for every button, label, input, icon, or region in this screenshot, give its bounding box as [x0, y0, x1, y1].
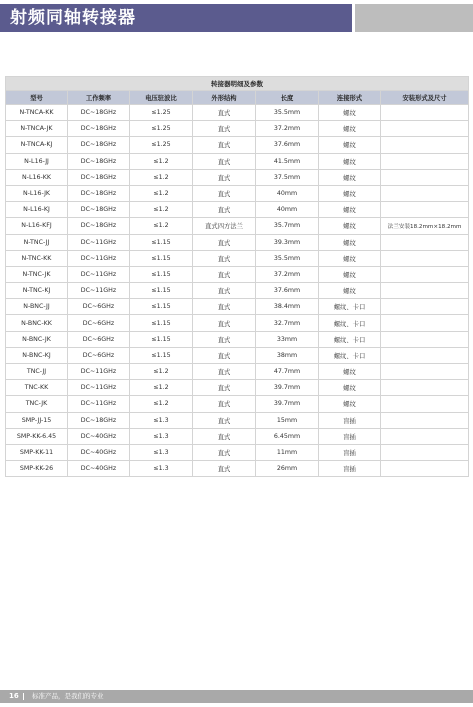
cell-length: 33mm: [256, 331, 319, 347]
cell-structure: 直式: [193, 234, 256, 250]
cell-connection: 螺纹: [319, 169, 381, 185]
cell-model: TNC-JJ: [6, 364, 68, 380]
table-row: [6, 347, 469, 363]
cell-mounting: [381, 444, 469, 460]
cell-mounting: [381, 331, 469, 347]
cell-mounting: [381, 250, 469, 266]
cell-model: N-BNC-JJ: [6, 299, 68, 315]
cell-mounting: [381, 185, 469, 201]
cell-structure: 直式: [193, 299, 256, 315]
cell-model: N-BNC-KK: [6, 315, 68, 331]
cell-model: SMP-KK-11: [6, 444, 68, 460]
footer-slogan: 标准产品，是我们的专业: [32, 692, 104, 700]
cell-model: N-TNC-JK: [6, 266, 68, 282]
header-bar: [0, 4, 352, 32]
cell-connection: 盲插: [319, 412, 381, 428]
cell-vswr: ≤1.2: [130, 153, 193, 169]
column-header-length: 长度: [256, 91, 319, 105]
cell-structure: 直式: [193, 315, 256, 331]
cell-length: 38.4mm: [256, 299, 319, 315]
cell-connection: 螺纹: [319, 250, 381, 266]
cell-frequency: DC~11GHz: [68, 234, 130, 250]
cell-frequency: DC~18GHz: [68, 169, 130, 185]
cell-frequency: DC~18GHz: [68, 218, 130, 234]
cell-length: 6.45mm: [256, 428, 319, 444]
cell-mounting: [381, 266, 469, 282]
cell-length: 41.5mm: [256, 153, 319, 169]
page-number: 16: [9, 692, 19, 700]
cell-model: N-L16-KK: [6, 169, 68, 185]
cell-frequency: DC~11GHz: [68, 250, 130, 266]
cell-structure: 直式: [193, 412, 256, 428]
cell-structure: 直式: [193, 444, 256, 460]
cell-connection: 盲插: [319, 444, 381, 460]
cell-vswr: ≤1.2: [130, 218, 193, 234]
cell-length: 40mm: [256, 202, 319, 218]
cell-vswr: ≤1.25: [130, 137, 193, 153]
cell-frequency: DC~18GHz: [68, 185, 130, 201]
cell-frequency: DC~40GHz: [68, 428, 130, 444]
cell-mounting: [381, 461, 469, 477]
table-row: [6, 299, 469, 315]
cell-structure: 直式: [193, 396, 256, 412]
table-row: [6, 153, 469, 169]
table-row: [6, 283, 469, 299]
cell-connection: 螺纹、卡口: [319, 315, 381, 331]
cell-connection: 螺纹: [319, 283, 381, 299]
cell-length: 39.7mm: [256, 380, 319, 396]
cell-vswr: ≤1.15: [130, 347, 193, 363]
table-row: [6, 185, 469, 201]
cell-vswr: ≤1.15: [130, 266, 193, 282]
cell-frequency: DC~18GHz: [68, 202, 130, 218]
table-row: [6, 137, 469, 153]
cell-length: 39.7mm: [256, 396, 319, 412]
table-row: [6, 218, 469, 234]
table-row: [6, 428, 469, 444]
cell-structure: 直式: [193, 283, 256, 299]
cell-frequency: DC~6GHz: [68, 347, 130, 363]
cell-structure: 直式: [193, 250, 256, 266]
cell-mounting: [381, 428, 469, 444]
cell-mounting: [381, 234, 469, 250]
cell-model: N-L16-KFJ: [6, 218, 68, 234]
cell-length: 37.5mm: [256, 169, 319, 185]
cell-structure: 直式: [193, 364, 256, 380]
cell-connection: 螺纹: [319, 396, 381, 412]
cell-vswr: ≤1.15: [130, 283, 193, 299]
table-row: [6, 234, 469, 250]
cell-length: 35.5mm: [256, 105, 319, 121]
table-row: [6, 461, 469, 477]
cell-vswr: ≤1.15: [130, 299, 193, 315]
cell-length: 37.2mm: [256, 266, 319, 282]
cell-connection: 螺纹: [319, 364, 381, 380]
cell-mounting: [381, 347, 469, 363]
cell-vswr: ≤1.3: [130, 461, 193, 477]
column-header-mounting: 安装形式及尺寸: [381, 91, 469, 105]
column-header-structure: 外形结构: [193, 91, 256, 105]
cell-length: 15mm: [256, 412, 319, 428]
cell-frequency: DC~11GHz: [68, 380, 130, 396]
cell-model: N-BNC-KJ: [6, 347, 68, 363]
cell-connection: 螺纹: [319, 380, 381, 396]
cell-mounting: [381, 380, 469, 396]
table-row: [6, 105, 469, 121]
table-body: [6, 105, 469, 477]
table-row: [6, 266, 469, 282]
table-row: [6, 121, 469, 137]
cell-length: 11mm: [256, 444, 319, 460]
cell-mounting: [381, 105, 469, 121]
cell-frequency: DC~18GHz: [68, 412, 130, 428]
cell-connection: 螺纹: [319, 234, 381, 250]
cell-structure: 直式: [193, 331, 256, 347]
cell-vswr: ≤1.15: [130, 315, 193, 331]
table-row: [6, 380, 469, 396]
cell-structure: 直式: [193, 153, 256, 169]
cell-connection: 螺纹: [319, 218, 381, 234]
cell-mounting: [381, 283, 469, 299]
cell-structure: 直式: [193, 137, 256, 153]
cell-vswr: ≤1.15: [130, 250, 193, 266]
cell-mounting: [381, 412, 469, 428]
cell-structure: 直式: [193, 202, 256, 218]
cell-model: TNC-KK: [6, 380, 68, 396]
cell-frequency: DC~18GHz: [68, 153, 130, 169]
table-row: [6, 364, 469, 380]
cell-model: TNC-JK: [6, 396, 68, 412]
cell-length: 40mm: [256, 185, 319, 201]
cell-model: SMP-KK-26: [6, 461, 68, 477]
cell-mounting: [381, 137, 469, 153]
cell-connection: 盲插: [319, 428, 381, 444]
cell-mounting: [381, 202, 469, 218]
cell-model: N-TNCA-KJ: [6, 137, 68, 153]
cell-mounting: [381, 153, 469, 169]
cell-model: N-TNCA-KK: [6, 105, 68, 121]
column-header-connection: 连接形式: [319, 91, 381, 105]
footer-bar: [0, 690, 473, 703]
cell-vswr: ≤1.2: [130, 185, 193, 201]
cell-structure: 直式: [193, 461, 256, 477]
cell-length: 47.7mm: [256, 364, 319, 380]
cell-vswr: ≤1.2: [130, 364, 193, 380]
column-header-model: 型号: [6, 91, 68, 105]
cell-frequency: DC~18GHz: [68, 105, 130, 121]
cell-mounting: [381, 299, 469, 315]
cell-structure: 直式: [193, 185, 256, 201]
cell-connection: 螺纹: [319, 266, 381, 282]
cell-connection: 螺纹: [319, 153, 381, 169]
cell-frequency: DC~18GHz: [68, 121, 130, 137]
cell-length: 26mm: [256, 461, 319, 477]
column-header-frequency: 工作频率: [68, 91, 130, 105]
cell-frequency: DC~6GHz: [68, 331, 130, 347]
cell-vswr: ≤1.15: [130, 331, 193, 347]
table-row: [6, 169, 469, 185]
cell-connection: 螺纹、卡口: [319, 347, 381, 363]
cell-structure: 直式四方法兰: [193, 218, 256, 234]
cell-connection: 盲插: [319, 461, 381, 477]
cell-length: 37.6mm: [256, 137, 319, 153]
cell-model: N-L16-KJ: [6, 202, 68, 218]
cell-length: 39.3mm: [256, 234, 319, 250]
cell-vswr: ≤1.2: [130, 396, 193, 412]
cell-connection: 螺纹: [319, 185, 381, 201]
adapter-spec-table: [5, 76, 469, 477]
cell-model: N-TNC-KK: [6, 250, 68, 266]
cell-frequency: DC~11GHz: [68, 364, 130, 380]
cell-frequency: DC~18GHz: [68, 137, 130, 153]
cell-model: N-BNC-JK: [6, 331, 68, 347]
cell-structure: 直式: [193, 380, 256, 396]
cell-vswr: ≤1.3: [130, 412, 193, 428]
table-caption: 转接器明细及参数: [6, 77, 469, 91]
cell-length: 37.6mm: [256, 283, 319, 299]
cell-mounting: [381, 364, 469, 380]
cell-vswr: ≤1.25: [130, 105, 193, 121]
cell-model: N-L16-JK: [6, 185, 68, 201]
cell-structure: 直式: [193, 169, 256, 185]
cell-structure: 直式: [193, 266, 256, 282]
cell-frequency: DC~40GHz: [68, 461, 130, 477]
cell-length: 37.2mm: [256, 121, 319, 137]
cell-model: SMP-JJ-15: [6, 412, 68, 428]
cell-connection: 螺纹: [319, 105, 381, 121]
table-row: [6, 444, 469, 460]
table-caption-row: [6, 77, 469, 91]
table-row: [6, 202, 469, 218]
cell-connection: 螺纹: [319, 137, 381, 153]
cell-mounting: [381, 121, 469, 137]
cell-frequency: DC~6GHz: [68, 315, 130, 331]
footer-divider: [23, 693, 24, 700]
cell-length: 35.7mm: [256, 218, 319, 234]
cell-structure: 直式: [193, 428, 256, 444]
cell-vswr: ≤1.2: [130, 169, 193, 185]
cell-structure: 直式: [193, 347, 256, 363]
cell-mounting: [381, 169, 469, 185]
cell-structure: 直式: [193, 121, 256, 137]
cell-length: 35.5mm: [256, 250, 319, 266]
table-row: [6, 396, 469, 412]
cell-frequency: DC~11GHz: [68, 283, 130, 299]
cell-vswr: ≤1.3: [130, 444, 193, 460]
cell-frequency: DC~6GHz: [68, 299, 130, 315]
cell-frequency: DC~11GHz: [68, 266, 130, 282]
cell-model: SMP-KK-6.45: [6, 428, 68, 444]
table-row: [6, 315, 469, 331]
cell-vswr: ≤1.2: [130, 380, 193, 396]
cell-connection: 螺纹、卡口: [319, 331, 381, 347]
cell-structure: 直式: [193, 105, 256, 121]
table-row: [6, 412, 469, 428]
cell-length: 32.7mm: [256, 315, 319, 331]
cell-frequency: DC~40GHz: [68, 444, 130, 460]
table-row: [6, 331, 469, 347]
table-header-row: [6, 91, 469, 105]
cell-vswr: ≤1.15: [130, 234, 193, 250]
cell-mounting: [381, 315, 469, 331]
cell-connection: 螺纹: [319, 202, 381, 218]
cell-model: N-TNCA-JK: [6, 121, 68, 137]
cell-vswr: ≤1.2: [130, 202, 193, 218]
column-header-vswr: 电压驻波比: [130, 91, 193, 105]
cell-vswr: ≤1.3: [130, 428, 193, 444]
cell-frequency: DC~11GHz: [68, 396, 130, 412]
cell-connection: 螺纹、卡口: [319, 299, 381, 315]
cell-length: 38mm: [256, 347, 319, 363]
cell-mounting: [381, 396, 469, 412]
cell-model: N-L16-JJ: [6, 153, 68, 169]
cell-model: N-TNC-JJ: [6, 234, 68, 250]
header-accent-block: [355, 4, 473, 32]
cell-mounting: 法兰安装18.2mm×18.2mm: [381, 218, 469, 234]
cell-connection: 螺纹: [319, 121, 381, 137]
cell-vswr: ≤1.25: [130, 121, 193, 137]
cell-model: N-TNC-KJ: [6, 283, 68, 299]
table-row: [6, 250, 469, 266]
page-title: 射频同轴转接器: [10, 8, 136, 28]
